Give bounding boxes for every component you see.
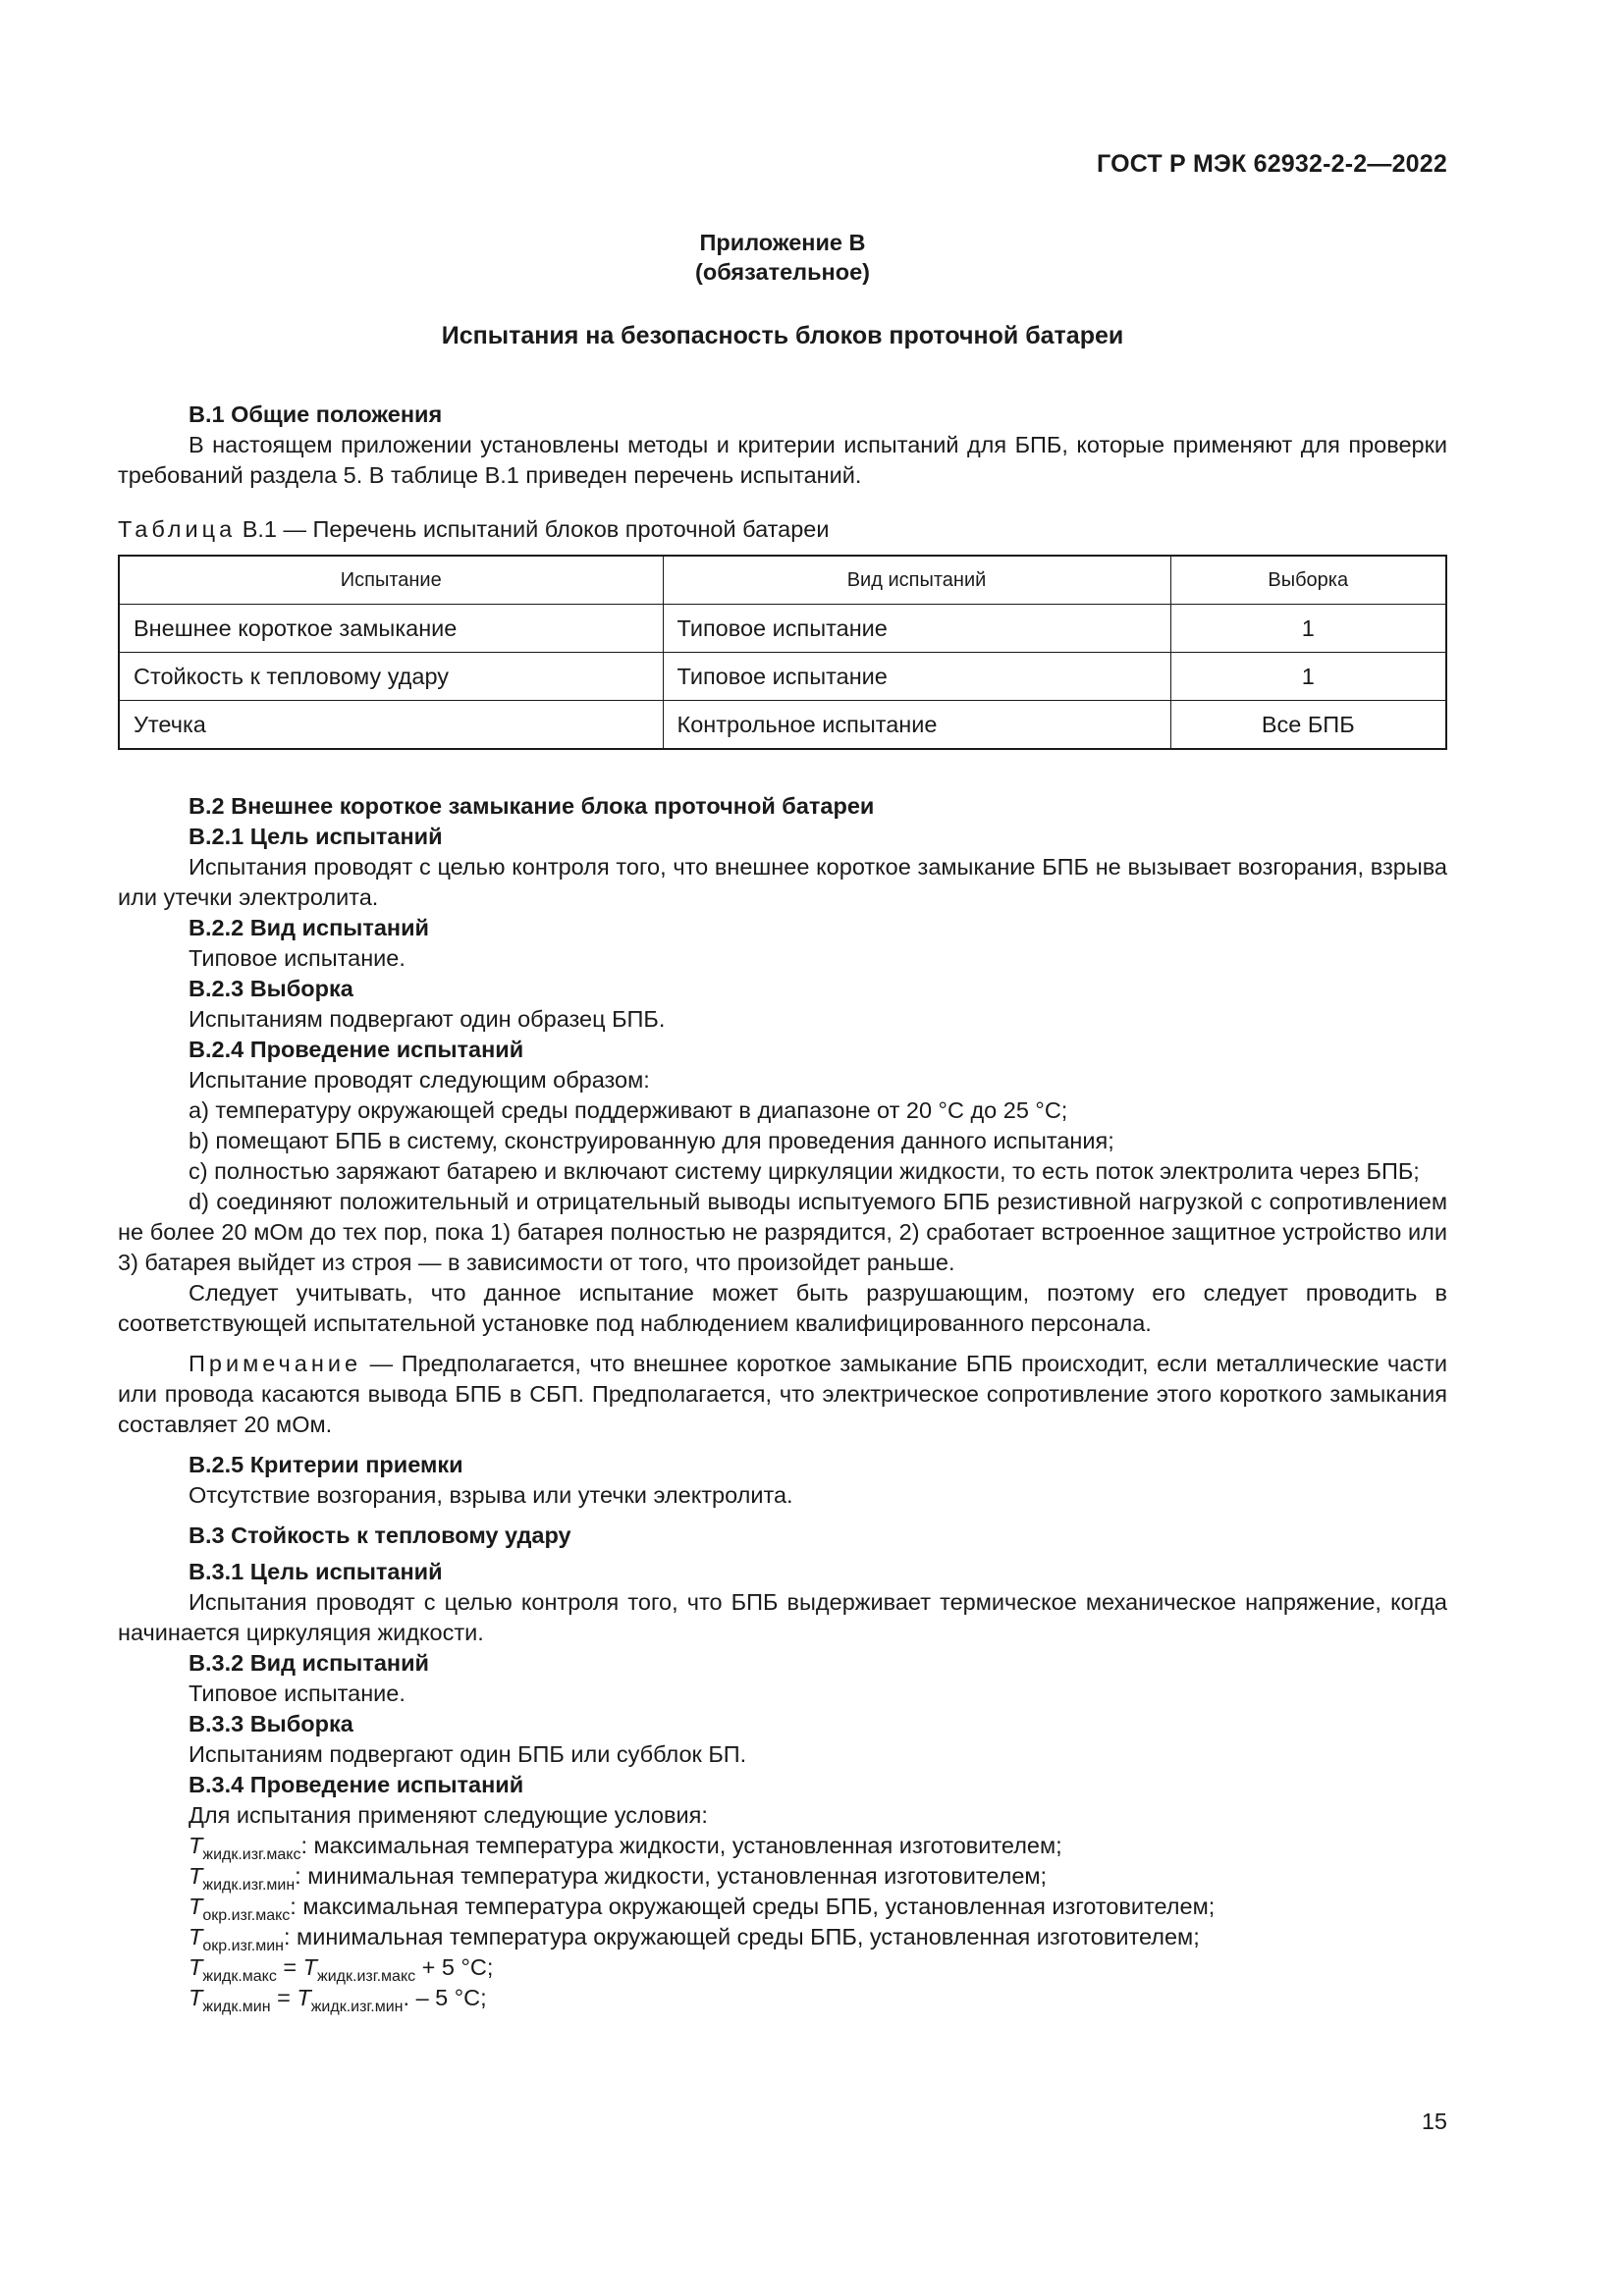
section-heading-b2: В.2 Внешнее короткое замыкание блока проточной батареи (189, 793, 875, 819)
table-caption (118, 514, 1447, 545)
condition-5: $T_{жидк.макс} = T_{жидк.изг.макс} + 5$ °С; (189, 1954, 494, 1985)
subsection-text-b2-5: Отсутствие возгорания, взрыва или утечки электролита. (189, 1482, 793, 1508)
list-item-a: а) температуру окружающей среды поддерживают в диапазоне от 20 °С до 25 °С; (189, 1097, 1068, 1123)
annex-label: Приложение В (699, 230, 866, 255)
subsection-heading-b2-1: В.2.1 Цель испытаний (189, 824, 443, 849)
table-cell: Все БПБ (1170, 701, 1446, 750)
subsection-text-b2-1: Испытания проводят с целью контроля того, что внешнее короткое замыкание БПБ не вызывает возгорания, взрыва или утечки электролита. (118, 854, 1447, 910)
subsection-heading-b3-4: В.3.4 Проведение испытаний (189, 1772, 524, 1797)
section-text-b1: В настоящем приложении установлены методы и критерии испытаний для БПБ, которые применяют для проверки требований раздела 5. В таблице В.1 приведен перечень испытаний. (118, 432, 1447, 488)
subsection-heading-b2-5: В.2.5 Критерии приемки (189, 1452, 463, 1477)
condition-4: $T_{окр.изг.мин}$: минимальная температура окружающей среды БПБ, установленная изготовителем; (189, 1924, 1200, 1954)
condition-3: $T_{окр.изг.макс}$: максимальная температура окружающей среды БПБ, установленная изготовителем; (189, 1894, 1216, 1924)
tests-table (118, 555, 1447, 750)
table-cell: Утечка (119, 701, 663, 750)
table-cell: Стойкость к тепловому удару (119, 653, 663, 701)
subsection-text-b3-3: Испытаниям подвергают один БПБ или субблок БП. (189, 1741, 747, 1767)
subsection-heading-b2-2: В.2.2 Вид испытаний (189, 915, 430, 940)
document-code: ГОСТ Р МЭК 62932-2-2—2022 (1097, 150, 1447, 178)
subsection-text-b3-2: Типовое испытание. (189, 1681, 406, 1706)
table-header-row (119, 556, 1446, 605)
condition-2: $T_{жидк.изг.мин}$: минимальная температура жидкости, установленная изготовителем; (189, 1863, 1048, 1894)
table-header-cell: Вид испытаний (663, 556, 1170, 605)
table-cell: Типовое испытание (663, 653, 1170, 701)
subsection-heading-b3-1: В.3.1 Цель испытаний (189, 1559, 443, 1584)
section-heading-b1: В.1 Общие положения (189, 401, 443, 427)
subsection-text-b3-4: Для испытания применяют следующие условия: (189, 1802, 708, 1828)
condition-6: $T_{жидк.мин} = T_{жидк.изг.мин}$. – 5 °С; (189, 1985, 487, 2015)
table-caption-prefix: Таблица (118, 516, 237, 542)
warning-text: Следует учитывать, что данное испытание может быть разрушающим, поэтому его следует проводить в соответствующей испытательной установке под наблюдением квалифицированного персонала. (118, 1280, 1447, 1336)
subsection-text-b2-2: Типовое испытание. (189, 945, 406, 971)
table-caption-text: В.1 — Перечень испытаний блоков проточной батареи (242, 516, 830, 542)
note-text: — Предполагается, что внешнее короткое замыкание БПБ происходит, если металлические части или провода касаются вывода БПБ в СБП. Предполагается, что электрическое сопротивление этого короткого замыкания составляет 20 мОм. (118, 1351, 1447, 1437)
subsection-heading-b3-3: В.3.3 Выборка (189, 1711, 353, 1736)
subsection-heading-b3-2: В.3.2 Вид испытаний (189, 1650, 430, 1676)
table-row (119, 653, 1446, 701)
condition-1: $T_{жидк.изг.макс}$: максимальная температура жидкости, установленная изготовителем; (189, 1833, 1062, 1863)
list-item-b: b) помещают БПБ в систему, сконструированную для проведения данного испытания; (189, 1128, 1114, 1153)
annex-title: Испытания на безопасность блоков проточной батареи (441, 322, 1124, 349)
table-cell: 1 (1170, 653, 1446, 701)
table-cell: Контрольное испытание (663, 701, 1170, 750)
note-label: Примечание (189, 1351, 362, 1376)
annex-status: (обязательное) (695, 259, 870, 285)
list-item-c: c) полностью заряжают батарею и включают систему циркуляции жидкости, то есть поток электролита через БПБ; (189, 1158, 1420, 1184)
subsection-heading-b2-4: В.2.4 Проведение испытаний (189, 1037, 524, 1062)
annex-heading (118, 228, 1447, 287)
subsection-text-b3-1: Испытания проводят с целью контроля того, что БПБ выдерживает термическое механическое напряжение, когда начинается циркуляция жидкости. (118, 1589, 1447, 1645)
table-row (119, 701, 1446, 750)
note (118, 1349, 1447, 1440)
table-cell: 1 (1170, 605, 1446, 653)
page-number: 15 (1421, 2109, 1447, 2134)
subsection-text-b2-3: Испытаниям подвергают один образец БПБ. (189, 1006, 666, 1032)
table-row (119, 605, 1446, 653)
table-cell: Внешнее короткое замыкание (119, 605, 663, 653)
list-item-d: d) соединяют положительный и отрицательный выводы испытуемого БПБ резистивной нагрузкой с сопротивлением не более 20 мОм до тех пор, пока 1) батарея полностью не разрядится, 2) сработает встроенное защитное устройство или 3) батарея выйдет из строя — в зависимости от того, что произойдет раньше. (118, 1189, 1447, 1275)
table-cell: Типовое испытание (663, 605, 1170, 653)
document-page (118, 0, 1447, 2296)
section-heading-b3: В.3 Стойкость к тепловому удару (189, 1522, 571, 1548)
subsection-heading-b2-3: В.2.3 Выборка (189, 976, 353, 1001)
table-header-cell: Испытание (119, 556, 663, 605)
subsection-text-b2-4: Испытание проводят следующим образом: (189, 1067, 650, 1093)
table-header-cell: Выборка (1170, 556, 1446, 605)
document-body (118, 400, 1447, 2013)
